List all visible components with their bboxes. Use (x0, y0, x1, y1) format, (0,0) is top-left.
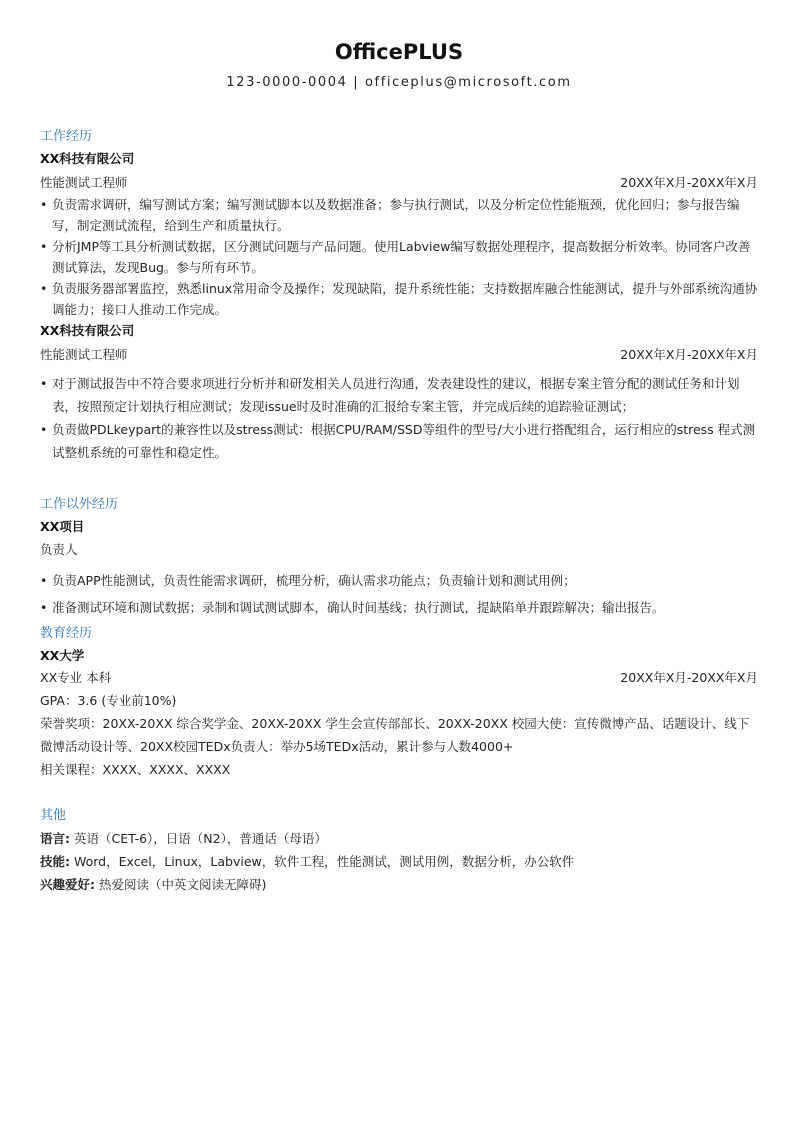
resume-page (40, 36, 758, 896)
extra-section (40, 494, 758, 621)
school-name: XX大学 (40, 648, 85, 663)
education-period: 20XX年X月-20XX年X月 (620, 670, 758, 685)
courses: 相关课程：XXXX、XXXX、XXXX (40, 762, 231, 777)
company-name: XX科技有限公司 (40, 323, 135, 338)
skills-value: Word，Excel，Linux，Labview，软件工程，性能测试，测试用例，数据分析，办公软件 (73, 854, 575, 869)
job-bullets (40, 194, 758, 320)
hobby-line (40, 873, 758, 896)
job-role: 性能测试工程师 (40, 347, 128, 362)
candidate-name: OfficePLUS (334, 40, 464, 64)
job-period: 20XX年X月-20XX年X月 (620, 175, 758, 190)
other-section (40, 805, 758, 896)
extra-section-title: 工作以外经历 (40, 497, 119, 512)
work-section-title: 工作经历 (40, 129, 93, 144)
work-section (40, 126, 758, 464)
project-role: 负责人 (40, 542, 78, 557)
role-row (40, 344, 758, 366)
hobby-value: 热爱阅读（中英文阅读无障碍) (98, 877, 267, 892)
job-role: 性能测试工程师 (40, 175, 128, 190)
job-bullet: • 分析JMP等工具分析测试数据，区分测试问题与产品问题。使用Labview编写数据处理程序，提高数据分析效率。协同客户改善测试算法，发现Bug。参与所有环节。 (40, 236, 758, 278)
skills-label: 技能: (40, 854, 70, 869)
language-label: 语言: (40, 831, 70, 846)
job-period: 20XX年X月-20XX年X月 (620, 347, 758, 362)
language-value: 英语（CET-6），日语（N2），普通话（母语） (73, 831, 327, 846)
job-bullet: • 负责服务器部署监控，熟悉linux常用命令及操作；发现缺陷，提升系统性能；支持数据库融合性能测试，提升与外部系统沟通协调能力；接口人推动工作完成。 (40, 278, 758, 320)
company-name: XX科技有限公司 (40, 151, 135, 166)
job-bullet: • 负责做PDLkeypart的兼容性以及stress测试：根据CPU/RAM/SSD等组件的型号/大小进行搭配组合，运行相应的stress 程式测试整机系统的可靠性和稳定性。 (40, 418, 758, 464)
job-bullets (40, 372, 758, 464)
role-row (40, 172, 758, 194)
job-bullet: • 对于测试报告中不符合要求项进行分析并和研发相关人员进行沟通，发表建设性的建议，根据专案主管分配的测试任务和计划表，按照预定计划执行相应测试；发现issue时及时准确的汇报给专案主管，并完成后续的追踪验证测试； (40, 372, 758, 418)
language-line (40, 827, 758, 850)
skills-line (40, 850, 758, 873)
degree: XX专业 本科 (40, 670, 112, 685)
degree-row (40, 667, 758, 689)
project-bullet: • 负责APP性能测试，负责性能需求调研，梳理分析，确认需求功能点；负责输计划和测试用例； (40, 567, 758, 594)
job-entry (40, 148, 758, 320)
gpa: GPA：3.6 (专业前10%) (40, 693, 177, 708)
education-section (40, 623, 758, 781)
honors: 荣誉奖项：20XX-20XX 综合奖学金、20XX-20XX 学生会宣传部部长、20XX-20XX 校园大使：宣传微博产品、话题设计、线下微博活动设计等、20XX校园TEDx负责人：举办5场TEDx活动，累计参与人数4000+ (40, 716, 750, 754)
project-bullet: • 准备测试环境和测试数据；录制和调试测试脚本，确认时间基线；执行测试，提缺陷单并跟踪解决；输出报告。 (40, 594, 758, 621)
education-section-title: 教育经历 (40, 626, 93, 641)
job-bullet: • 负责需求调研，编写测试方案；编写测试脚本以及数据准备；参与执行测试，以及分析定位性能瓶颈，优化回归；参与报告编写，制定测试流程，给到生产和质量执行。 (40, 194, 758, 236)
job-entry (40, 320, 758, 464)
hobby-label: 兴趣爱好: (40, 877, 95, 892)
project-name: XX项目 (40, 519, 85, 534)
other-section-title: 其他 (40, 808, 67, 823)
project-bullets (40, 567, 758, 621)
contact-line: 123-0000-0004 | officeplus@microsoft.com (226, 75, 572, 90)
